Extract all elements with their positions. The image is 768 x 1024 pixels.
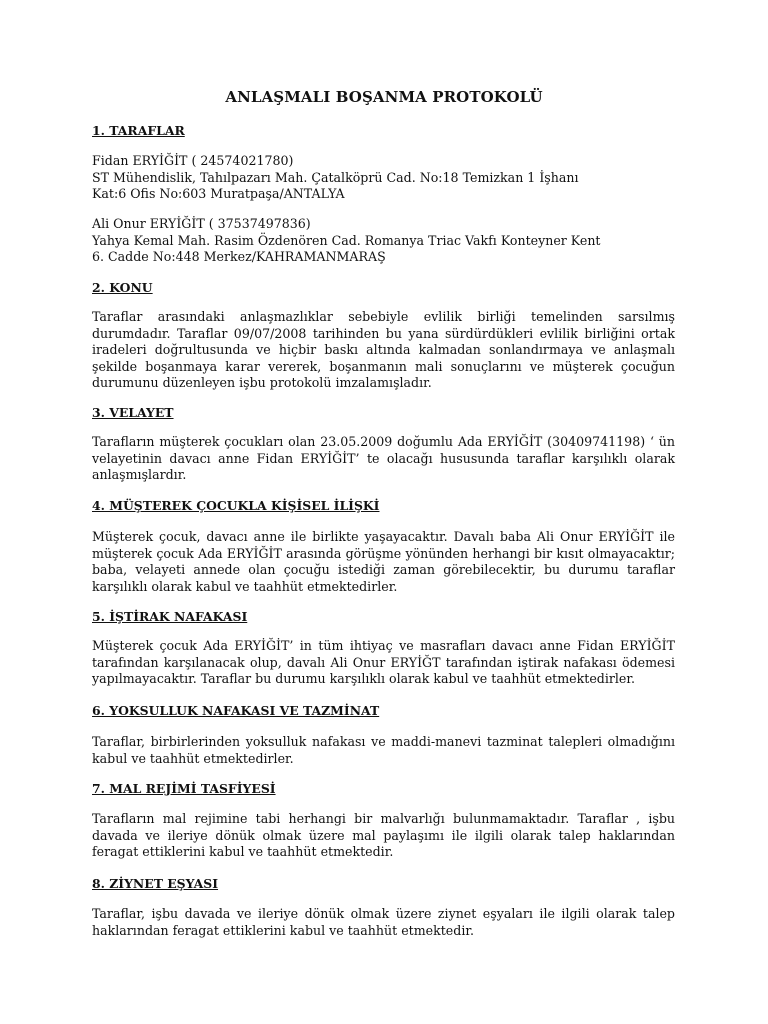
section-heading: 4. MÜŞTEREK ÇOCUKLA KİŞİSEL İLİŞKİ [92, 498, 380, 513]
party-name: Fidan ERYİĞİT ( 24574021780) [92, 153, 294, 168]
section-heading-personal-relation [92, 498, 675, 515]
section-body-custody: Tarafların müşterek çocukları olan 23.05.2009 doğumlu Ada ERYİĞİT (30409741198) ‘ ün velayetinin davacı anne Fidan ERYİĞİT’ te olacağı hususunda taraflar karşılıklı olarak anlaşmışlardır. [92, 434, 675, 482]
party-address-line: 6. Cadde No:448 Merkez/KAHRAMANMARAŞ [92, 249, 386, 264]
section-body-child-support: Müşterek çocuk Ada ERYİĞİT’ in tüm ihtiyaç ve masrafları davacı anne Fidan ERYİĞİT tarafından karşılanacak olup, davalı Ali Onur ERYİĞT tarafından iştirak nafakası ödemesi yapılmayacaktır. Taraflar bu durumu karşılıklı olarak kabul ve taahhüt etmektedirler. [92, 638, 675, 686]
section-body-personal-relation: Müşterek çocuk, davacı anne ile birlikte yaşayacaktır. Davalı baba Ali Onur ERYİĞİT ile müşterek çocuk Ada ERYİĞİT arasında görüşme yönünden herhangi bir kısıt olmayacaktır; baba, velayeti annede olan çocuğu istediği zaman görebilecektir, bu durumu taraflar karşılıklı olarak kabul ve taahhüt etmektedirler. [92, 529, 675, 594]
section-heading-property-regime [92, 781, 675, 798]
section-heading: 1. TARAFLAR [92, 123, 185, 138]
section-heading-subject [92, 280, 675, 297]
party-address-line: Kat:6 Ofis No:603 Muratpaşa/ANTALYA [92, 186, 345, 201]
section-heading-jewelry [92, 876, 675, 893]
section-heading: 5. İŞTİRAK NAFAKASI [92, 609, 248, 624]
section-body-alimony: Taraflar, birbirlerinden yoksulluk nafakası ve maddi-manevi tazminat talepleri olmadığını kabul ve taahhüt etmektedirler. [92, 734, 675, 766]
section-heading: 7. MAL REJİMİ TASFİYESİ [92, 781, 276, 796]
section-heading-parties [92, 123, 675, 140]
section-heading: 6. YOKSULLUK NAFAKASI VE TAZMİNAT [92, 703, 380, 718]
section-heading-custody [92, 405, 675, 422]
party-address-line: Yahya Kemal Mah. Rasim Özdenören Cad. Romanya Triac Vakfı Konteyner Kent [92, 232, 601, 248]
party-address-line: ST Mühendislik, Tahılpazarı Mah. Çatalköprü Cad. No:18 Temizkan 1 İşhanı [92, 169, 579, 185]
section-heading-child-support [92, 609, 675, 626]
section-heading: 8. ZİYNET EŞYASI [92, 876, 219, 891]
section-heading: 2. KONU [92, 280, 153, 295]
page-title: ANLAŞMALI BOŞANMA PROTOKOLÜ [225, 88, 543, 106]
section-body-subject: Taraflar arasındaki anlaşmazlıklar sebebiyle evlilik birliği temelinden sarsılmış durumdadır. Taraflar 09/07/2008 tarihinden bu yana sürdürdükleri evlilik birliğini ortak iradeleri doğrultusunda ve hiçbir baskı altında kalmadan sonlandırmaya ve anlaşmalı şekilde boşanmaya karar vererek, boşanmanın mali sonuçlarını ve müşterek çocuğun durumunu düzenleyen işbu protokolü imzalamışladır. [92, 309, 675, 390]
section-heading: 3. VELAYET [92, 405, 174, 420]
party-2 [92, 216, 675, 266]
party-1 [92, 153, 675, 203]
section-body-jewelry: Taraflar, işbu davada ve ileriye dönük olmak üzere ziynet eşyaları ile ilgili olarak talep haklarından feragat ettiklerini kabul ve taahhüt etmektedir. [92, 906, 675, 938]
section-body-property-regime: Tarafların mal rejimine tabi herhangi bir malvarlığı bulunmamaktadır. Taraflar , işbu davada ve ileriye dönük olmak üzere mal paylaşımı ile ilgili olarak talep haklarından feragat ettiklerini kabul ve taahhüt etmektedir. [92, 811, 675, 859]
party-name: Ali Onur ERYİĞİT ( 37537497836) [92, 216, 311, 231]
section-heading-alimony [92, 703, 675, 720]
